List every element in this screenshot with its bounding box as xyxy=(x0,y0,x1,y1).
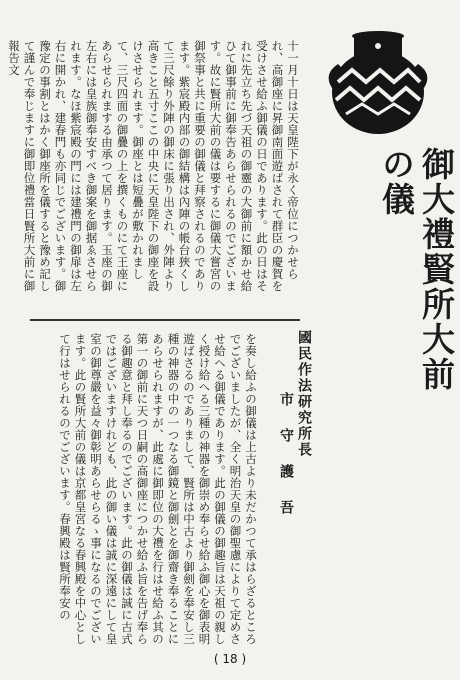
decorative-pot-illustration xyxy=(318,30,438,138)
byline-organization: 國民作法研究所長 xyxy=(296,330,312,458)
article-title: 御大禮賢所大前の儀 xyxy=(377,147,456,392)
article-body-bottom: を奏し給ふの御儀は上古より未だかつて承はらざるところでございましたが、全く明治天皇の御聖慮によりて定めさせ給へる御儀であります。此の御儀の御趣旨は天祖の親しく授け給へる三種の神器を御崇め奉らせ給ふ御心を御表明遊ばさるのでありまして、賢所は中古より御劍を奉安し三種の神器の中の一つなる御鏡と御劍とを御齋き奉ることにあらせられますが、此處に御即位の大禮を行はせ給ふ其の第一の御前に天つ日嗣の高御座につかせ給ふ旨を告げ奉らる御趣意と拜し奉るのでございます。此の御儀は誠に古式ではございますけれども、此の御い儀は誠に深遠にして皇室の御尊嚴を益々御彰明あらせらるゝ事になるのでございます。此の賢所大前の儀は京都皇宮なる春興殿を中心として行はせられるのでございます。春興殿は賢所奉安の xyxy=(58,333,258,645)
byline-author: 市守護吾 xyxy=(278,392,294,536)
article-body-top: 十一月十日は天皇陛下が永く帝位につかせられ、高御座に昇御南面遊ばされて群臣の慶賀を受けさせ給ふ御儀の日であります。此の日はそれに先立ち先づ天祖の御靈の大御前に額かせ給ひて御事前に御奉告あらせられるのでございます。故に賢所大前の儀は要するに御儀大嘗宮の御祭事と共に重要の御儀と拜察されるのであります。紫宸殿内部の御結構は內陣の帳台狹くして三尺餘り外陣の御床に張り出され、外陣より高きこと五寸ここの中央に天皇陛下の御座を設けさせられます。御座とは短疊が敷かれまして、三尺四面の御疊の上を撰くものにて王座にあらせられまする由承つて居ります。玉座の御左右には皇族御奉安すべき御案を御据ゑさせられます。なほ紫宸殿の門には建禮門の御扉は左右に開かれ、建春門も亦同じでございます。御豫定の事割とはかく御座所を儀すると豫め記して謹んで奉じますに御即位禮當日賢所大前に御報告文 xyxy=(7,40,300,292)
byline xyxy=(277,330,313,660)
page-number: ( 18 ) xyxy=(213,652,247,666)
section-divider xyxy=(30,319,300,321)
